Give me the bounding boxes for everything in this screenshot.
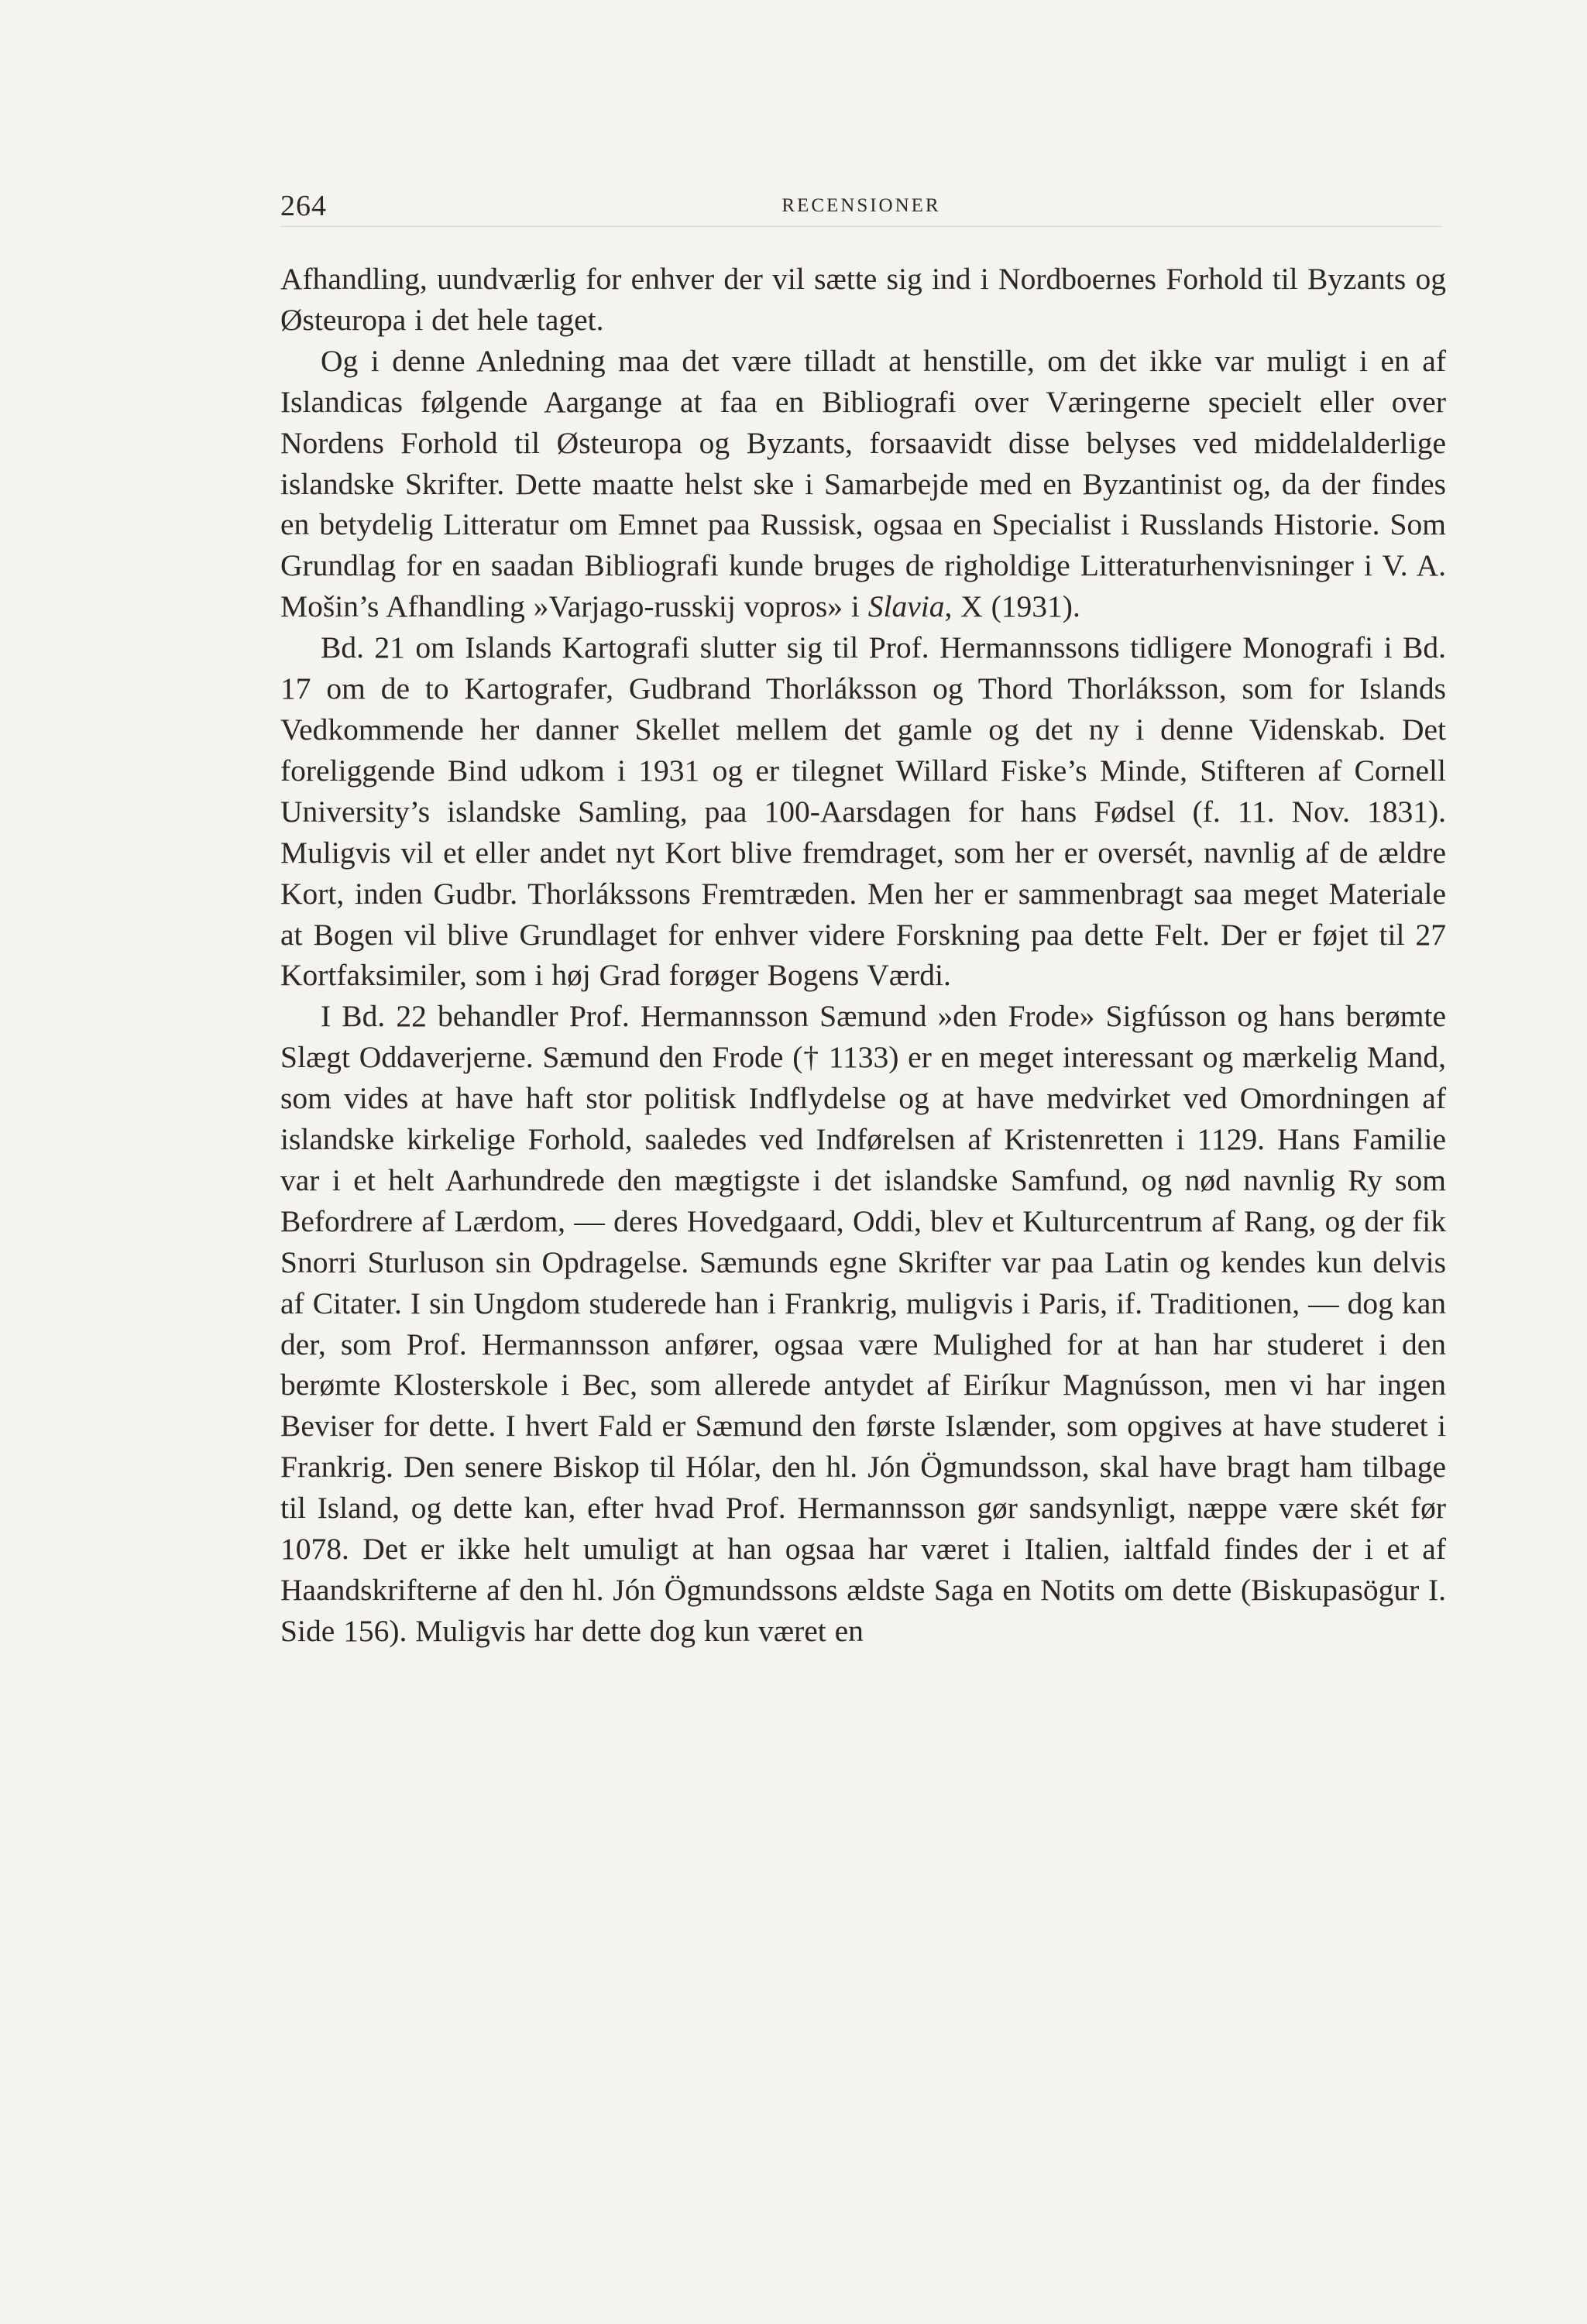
- page-header: [280, 189, 1442, 228]
- paragraph-4: I Bd. 22 behandler Prof. Hermannsson Sæmund »den Frode» Sigfússon og hans berømte Slægt Oddaverjerne. Sæmund den Frode († 1133) er en meget interessant og mærkelig Mand, som vides at have haft stor politisk Indflydelse og at have medvirket ved Omordningen af islandske kirkelige Forhold, saaledes ved Indførelsen af Kristenretten i 1129. Hans Familie var i et helt Aarhundrede den mægtigste i det islandske Samfund, og nød navnlig Ry som Befordrere af Lærdom, — deres Hovedgaard, Oddi, blev et Kulturcentrum af Rang, og der fik Snorri Sturluson sin Opdragelse. Sæmunds egne Skrifter var paa Latin og kendes kun delvis af Citater. I sin Ungdom studerede han i Frankrig, muligvis i Paris, if. Traditionen, — dog kan der, som Prof. Hermannsson anfører, ogsaa være Mulighed for at han har studeret i den berømte Klosterskole i Bec, som allerede antydet af Eiríkur Magnússon, men vi har ingen Beviser for dette. I hvert Fald er Sæmund den første Islænder, som opgives at have studeret i Frankrig. Den senere Biskop til Hólar, den hl. Jón Ögmundsson, skal have bragt ham tilbage til Island, og dette kan, efter hvad Prof. Hermannsson gør sandsynligt, næppe være skét før 1078. Det er ikke helt umuligt at han ogsaa har været i Italien, ialtfald findes der i et af Haandskrifterne af den hl. Jón Ögmundssons ældste Saga en Notits om dette (Biskupasögur I. Side 156). Muligvis har dette dog kun været en: [280, 999, 1446, 1648]
- paragraph-3: Bd. 21 om Islands Kartografi slutter sig til Prof. Hermannssons tidligere Monografi i Bd. 17 om de to Kartografer, Gudbrand Thorláksson og Thord Thorláksson, som for Islands Vedkommende her danner Skellet mellem det gamle og det ny i denne Videnskab. Det foreliggende Bind udkom i 1931 og er tilegnet Willard Fiske’s Minde, Stifteren af Cornell University’s islandske Samling, paa 100-Aarsdagen for hans Fødsel (f. 11. Nov. 1831). Muligvis vil et eller andet nyt Kort blive fremdraget, som her er oversét, navnlig af de ældre Kort, inden Gudbr. Thorlákssons Fremtræden. Men her er sammenbragt saa meget Materiale at Bogen vil blive Grundlaget for enhver videre Forskning paa dette Felt. Der er føjet til 27 Kortfaksimiler, som i høj Grad forøger Bogens Værdi.: [280, 630, 1446, 993]
- body-text: [280, 259, 1446, 1652]
- paragraph-2: Og i denne Anledning maa det være tilladt at henstille, om det ikke var muligt i en af Islandicas følgende Aargange at faa en Bibliografi over Væringerne specielt eller over Nordens Forhold til Østeuropa og Byzants, forsaavidt disse belyses ved middelalderlige islandske Skrifter. Dette maatte helst ske i Samarbejde med en Byzantinist og, da der findes en betydelig Litteratur om Emnet paa Russisk, ogsaa en Specialist i Russlands Historie. Som Grundlag for en saadan Bibliografi kunde bruges de righoldige Litteraturhenvisninger i V. A. Mošin’s Afhandling »Varjago-russkij vopros» i Slavia, X (1931).: [280, 343, 1446, 624]
- page-number: 264: [280, 190, 327, 222]
- header-rule: [280, 226, 1442, 227]
- paragraph-1: Afhandling, uundværlig for enhver der vil sætte sig ind i Nordboernes Forhold til Byzants og Østeuropa i det hele taget.: [280, 262, 1446, 337]
- journal-title: Slavia: [867, 589, 945, 624]
- running-head: RECENSIONER: [781, 195, 941, 216]
